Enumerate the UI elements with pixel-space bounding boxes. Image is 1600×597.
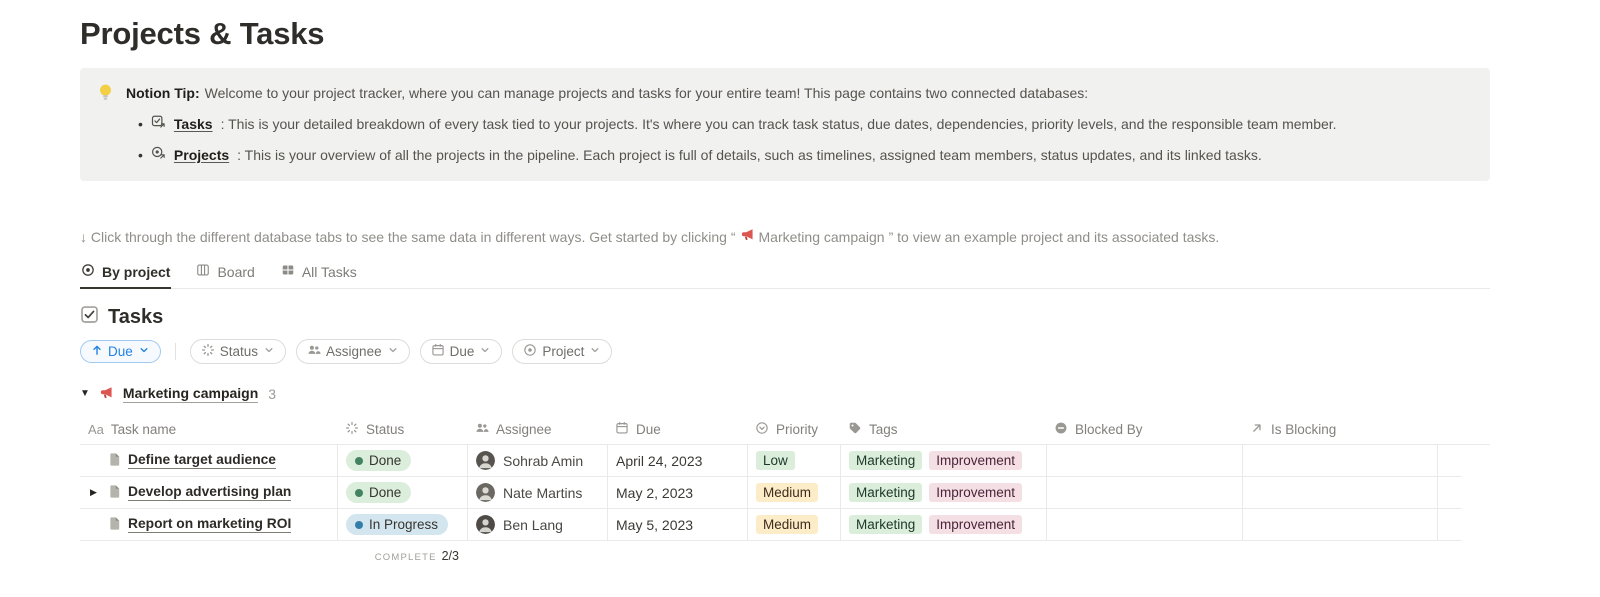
column-header-is-blocking[interactable] xyxy=(1242,415,1437,444)
filter-toolbar xyxy=(80,339,1490,364)
status-cell[interactable] xyxy=(337,509,467,541)
status-pill[interactable] xyxy=(346,450,411,471)
blocked-icon xyxy=(1054,421,1068,438)
due-date: May 2, 2023 xyxy=(616,484,694,501)
priority-select-icon xyxy=(755,421,769,438)
chevron-down-icon xyxy=(589,344,601,359)
bullet-dot: • xyxy=(138,147,143,163)
tag-label: Improvement xyxy=(936,453,1016,468)
due-date-cell[interactable] xyxy=(607,509,747,541)
task-title[interactable]: Define target audience xyxy=(128,452,276,467)
chevron-down-icon xyxy=(479,344,491,359)
status-label: Done xyxy=(369,453,402,468)
priority-pill[interactable] xyxy=(756,483,818,502)
blocked-by-cell[interactable] xyxy=(1046,445,1242,477)
filter-chip-label: Due xyxy=(449,344,475,359)
arrow-up-right-icon xyxy=(1250,421,1264,438)
filter-chip-due[interactable] xyxy=(420,339,503,364)
tip-label: Notion Tip: xyxy=(126,85,200,101)
page-title: Projects & Tasks xyxy=(80,16,325,51)
status-spinner-icon xyxy=(201,343,215,360)
people-icon xyxy=(307,343,321,360)
page-icon xyxy=(107,516,122,534)
toolbar-divider xyxy=(175,343,176,360)
assignee-name: Sohrab Amin xyxy=(503,452,584,469)
table-header-row xyxy=(80,415,1490,445)
group-title[interactable]: Marketing campaign xyxy=(122,385,259,401)
task-name-cell[interactable] xyxy=(80,445,337,477)
status-dot xyxy=(355,489,363,497)
priority-pill[interactable] xyxy=(756,451,795,470)
status-cell[interactable] xyxy=(337,445,467,477)
target-icon xyxy=(523,343,537,360)
filter-chip-assignee[interactable] xyxy=(296,339,410,364)
lightbulb-icon xyxy=(96,83,115,107)
is-blocking-cell[interactable] xyxy=(1242,477,1437,509)
chevron-down-icon xyxy=(387,344,399,359)
tag-pill[interactable] xyxy=(929,515,1022,534)
due-date-cell[interactable] xyxy=(607,477,747,509)
priority-cell[interactable] xyxy=(747,445,840,477)
tab-label: All Tasks xyxy=(301,263,357,280)
avatar xyxy=(476,515,495,534)
filter-chip-project[interactable] xyxy=(512,339,612,364)
group-count: 3 xyxy=(268,386,277,402)
tip-bullet-tasks xyxy=(138,114,1337,135)
priority-label: Medium xyxy=(763,485,812,500)
column-header-priority[interactable] xyxy=(747,415,840,444)
priority-label: Medium xyxy=(763,517,812,532)
task-name-cell[interactable] xyxy=(80,477,337,509)
group-row-marketing-campaign xyxy=(80,385,1490,403)
column-header-label: Tags xyxy=(869,422,898,437)
avatar xyxy=(476,451,495,470)
blocked-by-cell[interactable] xyxy=(1046,477,1242,509)
complete-calculation[interactable] xyxy=(337,549,467,563)
hint-text-suffix: ” to view an example project and its associated tasks. xyxy=(888,229,1220,245)
callout-body xyxy=(126,83,1337,166)
arrow-up-icon xyxy=(91,344,103,359)
bullet-dot: • xyxy=(138,116,143,132)
notion-tip-callout xyxy=(80,68,1490,181)
filter-chip-label: Assignee xyxy=(326,344,382,359)
filter-chip-label: Status xyxy=(219,344,259,359)
extra-cell xyxy=(1437,477,1461,509)
calendar-icon xyxy=(615,421,629,438)
due-date: May 5, 2023 xyxy=(616,516,694,533)
status-label: In Progress xyxy=(369,517,439,532)
collapse-toggle-icon[interactable]: ▼ xyxy=(80,388,90,399)
megaphone-icon xyxy=(99,385,114,403)
sort-chip-label: Due xyxy=(108,344,133,359)
tip-bullet-projects xyxy=(138,145,1337,166)
column-header-label: Due xyxy=(636,422,661,437)
avatar xyxy=(476,483,495,502)
section-title: Tasks xyxy=(108,306,164,328)
tag-pill[interactable] xyxy=(849,483,922,502)
column-header-label: Is Blocking xyxy=(1271,422,1337,437)
chevron-down-icon xyxy=(263,344,275,359)
tasks-table xyxy=(80,415,1490,563)
page-icon xyxy=(107,452,122,470)
table-row xyxy=(80,445,1490,477)
expand-toggle-icon[interactable]: ▶ xyxy=(90,487,97,497)
status-dot xyxy=(355,521,363,529)
assignee-name: Nate Martins xyxy=(503,484,583,501)
priority-label: Low xyxy=(763,453,788,468)
priority-cell[interactable] xyxy=(747,509,840,541)
table-row xyxy=(80,477,1490,509)
tag-icon xyxy=(848,421,862,438)
column-header-label: Assignee xyxy=(496,422,552,437)
people-icon xyxy=(475,421,489,438)
assignee-name: Ben Lang xyxy=(503,516,563,533)
status-cell[interactable] xyxy=(337,477,467,509)
column-header-label: Priority xyxy=(776,422,819,437)
task-title[interactable]: Report on marketing ROI xyxy=(128,516,292,531)
tab-by-project[interactable] xyxy=(80,258,171,289)
tab-label: Board xyxy=(217,263,255,280)
table-footer xyxy=(80,549,1490,563)
status-label: Done xyxy=(369,485,402,500)
extra-cell xyxy=(1437,509,1461,541)
column-header-task-name[interactable] xyxy=(80,415,337,444)
page-icon xyxy=(107,484,122,502)
tasks-section-heading xyxy=(80,305,1490,330)
complete-value: 2/3 xyxy=(441,549,459,563)
is-blocking-cell[interactable] xyxy=(1242,445,1437,477)
calendar-icon xyxy=(431,343,445,360)
complete-label: COMPLETE xyxy=(374,552,437,563)
due-date-cell[interactable] xyxy=(607,445,747,477)
column-header-due[interactable] xyxy=(607,415,747,444)
column-header-label: Task name xyxy=(110,422,177,437)
tag-label: Improvement xyxy=(936,517,1016,532)
tab-board[interactable] xyxy=(195,258,255,289)
tags-cell[interactable] xyxy=(840,445,1046,477)
column-header-label: Status xyxy=(366,422,405,437)
filter-chip-label: Project xyxy=(542,344,585,359)
column-header-assignee[interactable] xyxy=(467,415,607,444)
tag-pill[interactable] xyxy=(849,451,922,470)
tab-all-tasks[interactable] xyxy=(280,258,358,289)
tag-pill[interactable] xyxy=(849,515,922,534)
column-header-label: Blocked By xyxy=(1075,422,1143,437)
database-view-tabs xyxy=(80,258,1490,289)
assignee-cell[interactable] xyxy=(467,445,607,477)
blocked-by-cell[interactable] xyxy=(1046,509,1242,541)
hint-text-prefix: ↓ Click through the different database tabs to see the same data in different ways. Get started by clicking “ xyxy=(80,229,736,245)
is-blocking-cell[interactable] xyxy=(1242,509,1437,541)
due-date: April 24, 2023 xyxy=(616,452,703,469)
tag-label: Marketing xyxy=(856,453,916,468)
column-header-extra xyxy=(1437,415,1461,444)
tag-label: Marketing xyxy=(856,517,916,532)
tip-text: Welcome to your project tracker, where you can manage projects and tasks for your entire team! This page contains two connected databases: xyxy=(204,85,1089,101)
projects-database-link[interactable]: Projects xyxy=(173,147,230,163)
megaphone-icon xyxy=(740,227,755,248)
tag-label: Improvement xyxy=(936,485,1016,500)
tasks-database-link[interactable]: Tasks xyxy=(173,116,213,132)
tags-cell[interactable] xyxy=(840,509,1046,541)
tag-pill[interactable] xyxy=(929,451,1022,470)
table-grid-icon xyxy=(281,263,295,280)
chevron-down-icon xyxy=(138,344,150,359)
projects-database-icon xyxy=(151,145,166,166)
tasks-bullet-text: : This is your detailed breakdown of every task tied to your projects. It's where you can track task status, due dates, dependencies, priority levels, and the responsible team member. xyxy=(220,116,1337,132)
checkbox-icon xyxy=(80,305,99,330)
filter-chip-status[interactable] xyxy=(190,339,286,364)
board-icon xyxy=(196,263,210,280)
hint-campaign-label: Marketing campaign xyxy=(758,229,885,245)
priority-pill[interactable] xyxy=(756,515,818,534)
column-header-tags[interactable] xyxy=(840,415,1046,444)
tags-cell[interactable] xyxy=(840,477,1046,509)
column-header-blocked-by[interactable] xyxy=(1046,415,1242,444)
text-property-icon: Aa xyxy=(88,422,104,437)
sort-chip-due[interactable] xyxy=(80,340,161,363)
extra-cell xyxy=(1437,445,1461,477)
assignee-cell[interactable] xyxy=(467,509,607,541)
column-header-status[interactable] xyxy=(337,415,467,444)
task-name-cell[interactable] xyxy=(80,509,337,541)
status-spinner-icon xyxy=(345,421,359,438)
status-pill[interactable] xyxy=(346,514,448,535)
status-pill[interactable] xyxy=(346,482,411,503)
tip-intro xyxy=(126,83,1337,104)
task-title[interactable]: Develop advertising plan xyxy=(128,484,292,499)
tag-label: Marketing xyxy=(856,485,916,500)
target-icon xyxy=(81,263,95,280)
hint-line xyxy=(80,227,1490,248)
priority-cell[interactable] xyxy=(747,477,840,509)
tag-pill[interactable] xyxy=(929,483,1022,502)
status-dot xyxy=(355,457,363,465)
projects-bullet-text: : This is your overview of all the projects in the pipeline. Each project is full of details, such as timelines, assigned team members, status updates, and its linked tasks. xyxy=(237,147,1262,163)
tasks-database-icon xyxy=(151,114,166,135)
assignee-cell[interactable] xyxy=(467,477,607,509)
table-row xyxy=(80,509,1490,541)
tab-label: By project xyxy=(102,263,171,280)
tip-bullet-list xyxy=(126,114,1337,166)
